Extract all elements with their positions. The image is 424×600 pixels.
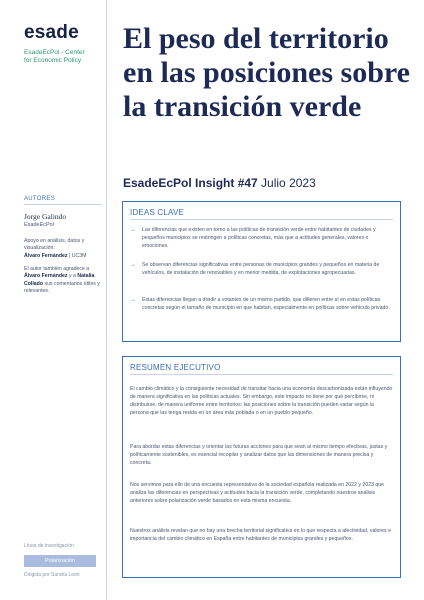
key-idea-item: [130, 226, 394, 250]
key-ideas-rule: [130, 219, 393, 220]
summary-paragraph: Nos servimos para ello de una encuesta representativa de la sociedad española realizada en 2022 y 2023 que analiza las diferencias en perspectivas y actitudes hacia la transición verde, completando nuestros análisis anteriores sobre polarización verde basados en esta misma encuesta.: [130, 482, 385, 504]
page-title: El peso del territorio en las posiciones sobre la transición verde: [123, 22, 410, 123]
support-text: Apoyo en análisis, datos y visualización:: [24, 238, 85, 252]
center-name-line1: EsadeEcPol - Center: [24, 49, 85, 56]
insight-date: Julio 2023: [257, 176, 316, 190]
center-name: [24, 49, 104, 65]
thanks-name-1: Álvaro Fernández: [24, 273, 68, 280]
arrow-right-icon: →: [130, 297, 136, 303]
executive-summary-rule: [130, 374, 393, 375]
summary-paragraph: El cambio climático y la consiguiente necesidad de transitar hacia una economía descarbonizada están influyendo de manera significativa en las políticas actuales. Sin embargo, este impacto no tiene por qué percibirse, ni distribuirse, de manera uniforme entre territorios: las posiciones sobre la transición pueden variar según la persona que las tenga resida en un área más poblada o en un pueblo pequeño.: [130, 386, 393, 416]
center-name-line2: for Economic Policy: [24, 57, 82, 64]
research-line-label: Línea de investigación: [24, 543, 74, 549]
author-name: Jorge Galindo: [24, 212, 67, 221]
thanks-and: y a: [67, 273, 78, 280]
authors-heading: AUTORES: [24, 196, 55, 202]
arrow-right-icon: →: [130, 262, 136, 268]
key-ideas-title: IDEAS CLAVE: [130, 208, 185, 217]
sidebar: [0, 0, 106, 600]
arrow-right-icon: →: [130, 227, 136, 233]
support-affiliation: | UC3M: [67, 252, 87, 259]
esade-logo: esade: [24, 22, 79, 43]
directed-by: Dirigida por Sandra León: [24, 572, 80, 578]
key-idea-item: [130, 261, 394, 277]
author-affiliation: EsadeEcPol: [24, 222, 54, 228]
research-line-badge: Polarización: [24, 555, 96, 567]
insight-number: EsadeEcPol Insight #47: [123, 176, 258, 190]
key-ideas-box: [122, 201, 401, 342]
thanks-name-2: Natalia Collado: [24, 273, 95, 287]
support-note: [24, 238, 106, 260]
thanks-rest: sus comentarios útiles y relevantes.: [24, 280, 100, 294]
summary-paragraph: Nuestros análisis revelan que no hay una brecha territorial significativa en lo que respecta a afectividad, valores e importancia del cambio climático en España entre habitantes de municipios grandes y pequeños.: [130, 528, 391, 542]
key-idea-item: [130, 296, 394, 312]
key-idea-text: Estas diferencias llegan a dividir a votantes de un mismo partido, que difieren entre sí en estas políticas concretas según el tamaño de municipio en que habitan, especialmente en políticas sobre vehículo privado.: [142, 297, 390, 311]
key-idea-text: Se observan diferencias significativas entre personas de municipios grandes y pequeños en materia de vehículos, de instalación de renovables y en menor medida, de explotaciones agropecuarias.: [142, 262, 380, 276]
executive-summary-box: [122, 356, 401, 578]
sidebar-divider: [106, 0, 107, 600]
thanks-note: [24, 266, 106, 295]
insight-label: [123, 176, 316, 190]
key-idea-text: Las diferencias que existen en torno a las políticas de transición verde entre habitantes de ciudades y pequeños municipios se restringen a políticas concretas, más que a actitudes generales, valores o emociones.: [142, 227, 376, 249]
support-name: Álvaro Fernández: [24, 252, 68, 259]
authors-divider: [24, 204, 102, 205]
thanks-text: El autor también agradece a: [24, 266, 90, 272]
summary-paragraph: Para abordar estas diferencias y orientar las futuras acciones para que sean al mismo tiempo efectivas, justas y políticamente sostenibles, es esencial recopilar y analizar datos que las dimensiones de manera precisa y concreta.: [130, 444, 388, 466]
executive-summary-title: RESUMEN EJECUTIVO: [130, 363, 221, 372]
